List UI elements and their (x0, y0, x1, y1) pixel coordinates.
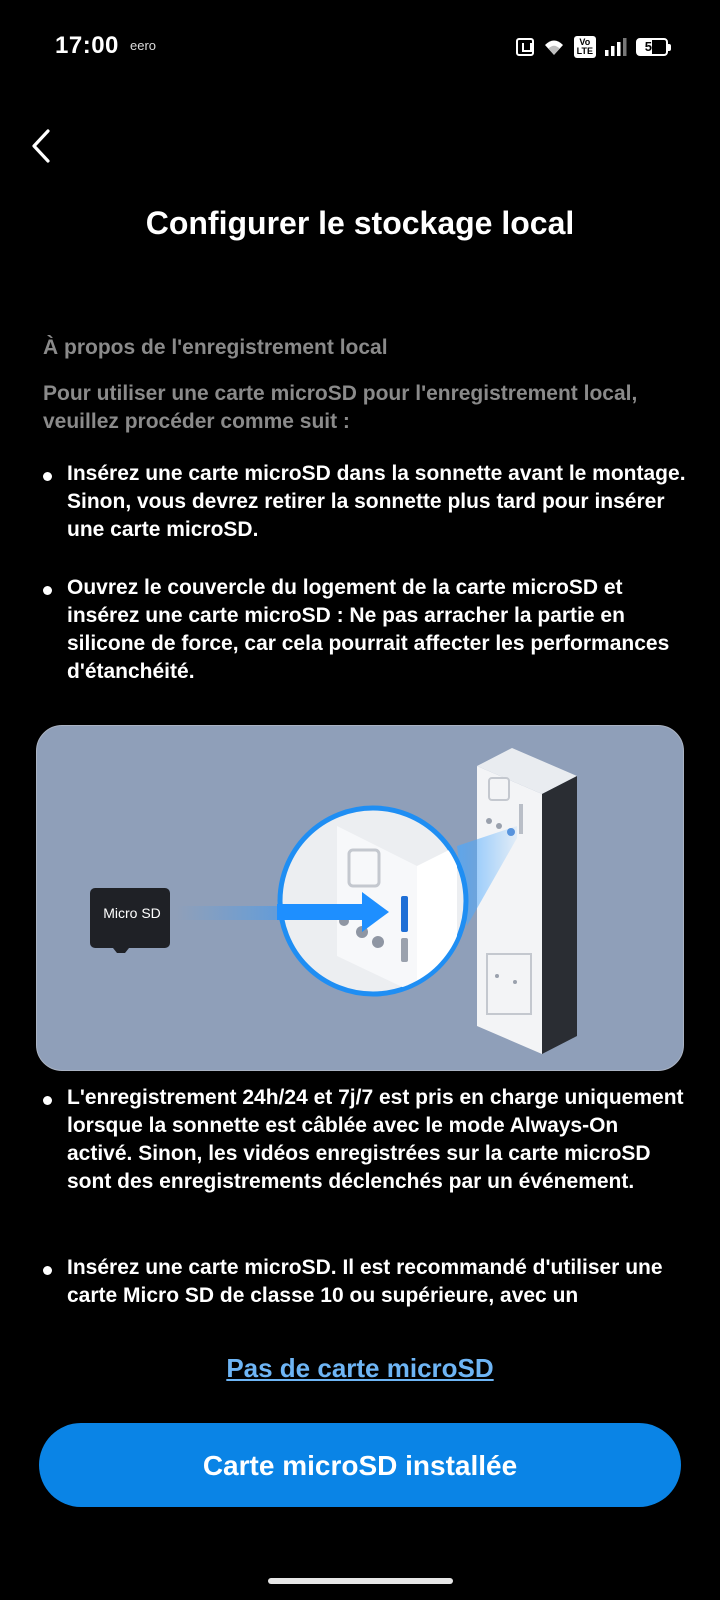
no-microsd-link[interactable]: Pas de carte microSD (226, 1353, 494, 1383)
sd-card-label: Micro SD (103, 905, 161, 921)
battery-icon: 50 (636, 38, 668, 56)
doorbell-insert-sd-image (37, 726, 684, 1071)
home-indicator[interactable] (268, 1578, 453, 1584)
status-bar (0, 0, 720, 92)
intro-text: Pour utiliser une carte microSD pour l'enregistrement local, veuillez procéder comme suit : (43, 382, 638, 433)
section-title: À propos de l'enregistrement local (43, 336, 388, 359)
signal-icon (604, 37, 628, 57)
bullet-item: Insérez une carte microSD dans la sonnette avant le montage. Sinon, vous devrez retirer la sonnette plus tard pour insérer une carte microSD. (67, 460, 687, 544)
microsd-installed-button[interactable]: Carte microSD installée (39, 1423, 681, 1507)
scroll-content[interactable] (0, 330, 720, 1320)
volte-icon: Vo LTE (574, 36, 596, 58)
back-button[interactable] (26, 126, 62, 166)
status-time: 17:00 (55, 32, 119, 59)
status-icons (516, 34, 668, 60)
bullet-item: L'enregistrement 24h/24 et 7j/7 est pris en charge uniquement lorsque la sonnette est câblée avec le mode Always-On activé. Sinon, les vidéos enregistrées sur la carte microSD sont des enregistrements déclenchés par un événement. (67, 1084, 687, 1196)
bullet-item: Insérez une carte microSD. Il est recommandé d'utiliser une carte Micro SD de classe 10 ou supérieure, avec un (67, 1254, 687, 1310)
page-title: Configurer le stockage local (145, 205, 575, 241)
carrier-logo: eero (130, 38, 157, 53)
bullet-item: Ouvrez le couvercle du logement de la carte microSD et insérez une carte microSD : Ne pas arracher la partie en silicone de force, car cela pourrait affecter les performances d'étanchéité. (67, 574, 687, 686)
chevron-left-icon (26, 126, 62, 166)
nfc-icon (516, 38, 534, 56)
wifi-icon (542, 37, 566, 57)
microsd-illustration (36, 725, 684, 1071)
